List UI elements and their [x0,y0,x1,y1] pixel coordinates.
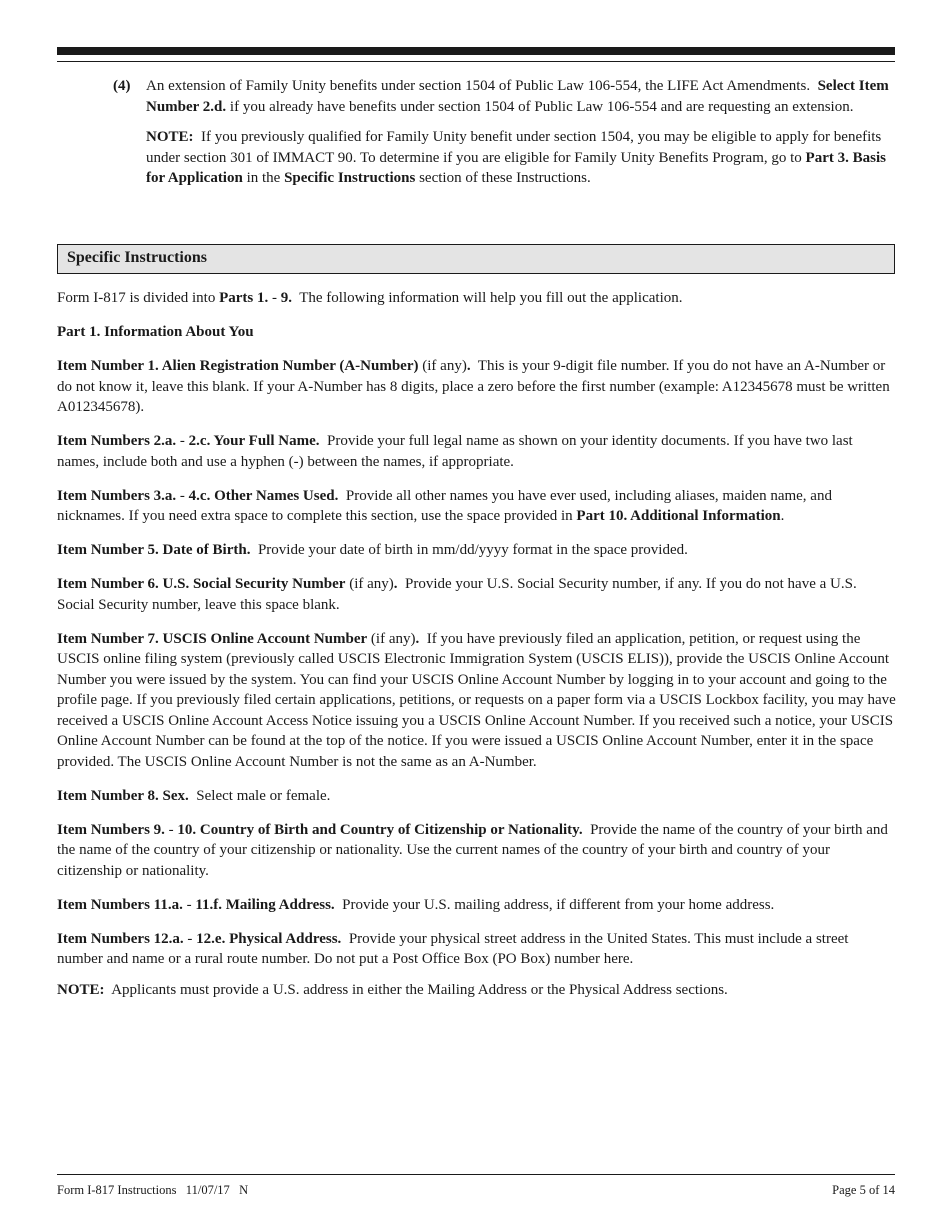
item-6-paragraph [57,574,897,615]
item-7-text: If you have previously filed an application, petition, or request using the USCIS online filing system (previously called USCIS Electronic Immigration System (USCIS ELIS)), provide the USCIS Online Account Number you were issued by the system. You can find your USCIS Online Account Number by logging in to your account and going to the profile page. If you previously filed certain applications, petitions, or requests on a paper form via a USCIS Lockbox facility, you may have received a USCIS Online Account Access Notice issuing you a USCIS Online Account Number. If you received such a notice, your USCIS Online Account Number can be found at the top of the notice. If you were issued a USCIS Online Account Number, enter it in the space provided. The USCIS Online Account Number is not the same as an A-Number. [57,630,896,770]
intro-dash: - [271,290,277,306]
final-note-text: Applicants must provide a U.S. address in either the Mailing Address or the Physical Address sections. [111,981,728,998]
item-8-paragraph [57,786,897,807]
item-4-text [146,76,895,117]
item-12-label-b: 12.e. Physical Address. [196,930,342,947]
item-12-label-a: Item Numbers 12.a. [57,930,184,947]
item-6-dot: . [393,576,398,592]
item-7-label: Item Number 7. USCIS Online Account Number [57,630,368,647]
part1-heading [57,322,897,343]
item-2-paragraph [57,431,897,472]
item-7-dot: . [415,630,420,647]
item-11-dash: - [186,896,192,913]
item-1-suffix: (if any) [422,358,467,374]
item-1-text: This is your 9-digit file number. If you do not have an A-Number or do not know it, leave this blank. If your A-Number has 8 digits, place a zero before the first number (example: A12345678 must be written A012345678). [57,358,890,415]
section-header-bar [57,244,895,274]
item-12-dash: - [187,930,193,947]
item-4-text-c: if you already have benefits under section 1504 of Public Law 106-554 and are requesting an extension. [229,98,854,115]
note-bold-part3: Part 3. Basis for Application [146,149,886,186]
item-7-paragraph [57,629,897,773]
header-thin-rule [57,61,895,62]
item-9-dash: - [168,821,174,838]
list-item-4 [113,76,895,189]
part1-heading-text: Part 1. Information About You [57,324,254,340]
intro-parts-end: 9. [280,290,292,306]
item-1-paragraph [57,356,897,418]
intro-text-a: Form I-817 is divided into [57,290,216,306]
note-bold-specific: Specific Instructions [284,170,416,186]
item-2-label-a: Item Numbers 2.a. [57,433,177,449]
item-3-part10-ref: Part 10. Additional Information [576,508,781,524]
note-text-c: section of these Instructions. [419,170,591,186]
item-2-dash: - [179,433,185,449]
intro-text-c: The following information will help you fill out the application. [299,290,683,306]
item-9-label-b: 10. Country of Birth and Country of Citizenship or Nationality. [177,821,583,838]
item-5-text: Provide your date of birth in mm/dd/yyyy format in the space provided. [257,542,688,558]
final-note-label: NOTE: [57,981,105,998]
item-9-paragraph [57,820,897,882]
item-3-label-b: 4.c. Other Names Used. [188,487,339,504]
instructions-body [57,288,897,1014]
item-4-select-ref: Select Item Number 2.d. [146,78,889,115]
item-3-label-a: Item Numbers 3.a. [57,487,177,504]
item-11-label-b: 11.f. Mailing Address. [195,896,335,913]
note-label: NOTE: [146,129,194,145]
item-6-label: Item Number 6. U.S. Social Security Number [57,576,346,592]
item-9-text: Provide the name of the country of your birth and the name of the country of your citizenship or nationality. Use the current names of the country of your birth and country of your citizenship or nationality. [57,821,888,879]
intro-parts-start: Parts 1. [219,290,269,306]
item-3-text: Provide all other names you have ever used, including aliases, maiden name, and nicknames. If you need extra space to complete this section, use the space provided in [57,487,832,524]
item-1-dot: . [466,358,471,374]
item-2-text: Provide your full legal name as shown on your identity documents. If you have two last names, include both and use a hyphen (-) between the names, if appropriate. [57,433,853,470]
footer-form-id: Form I-817 Instructions 11/07/17 N [57,1183,249,1197]
item-12-paragraph [57,929,897,970]
note-text-b: in the [246,170,281,186]
header-thick-rule [57,47,895,55]
document-page [57,0,895,1230]
intro-paragraph [57,288,897,309]
item-7-suffix: (if any) [370,630,416,647]
item-4-text-a: An extension of Family Unity benefits under section 1504 of Public Law 106-554, the LIFE Act Amendments. [146,78,811,94]
item-4-note [146,127,895,189]
item-12-text: Provide your physical street address in the United States. This must include a street number and name or a rural route number. Do not put a Post Office Box (PO Box) number here. [57,930,849,967]
item-5-label: Item Number 5. Date of Birth. [57,542,251,558]
item-1-label: Item Number 1. Alien Registration Number (A-Number) [57,358,419,374]
item-6-text: Provide your U.S. Social Security number, if any. If you do not have a U.S. Social Security number, leave this space blank. [57,576,857,613]
item-number: (4) [113,78,131,94]
item-3-dash: - [179,487,185,504]
item-11-label-a: Item Numbers 11.a. [57,896,183,913]
item-2-label-b: 2.c. Your Full Name. [188,433,320,449]
item-8-label: Item Number 8. Sex. [57,787,189,804]
note-text-a: If you previously qualified for Family Unity benefit under section 1504, you may be eligible to apply for benefits under section 301 of IMMACT 90. To determine if you are eligible for Family Unity Benefits Program, go to [146,129,882,166]
final-note-paragraph [57,980,897,1001]
item-6-suffix: (if any) [349,576,394,592]
footer-rule [57,1174,895,1175]
item-8-text: Select male or female. [196,787,331,804]
section-title: Specific Instructions [67,249,207,266]
footer-page-number: Page 5 of 14 [832,1183,895,1197]
item-9-label-a: Item Numbers 9. [57,821,165,838]
item-5-paragraph [57,540,897,561]
item-3-paragraph [57,486,897,527]
item-11-text: Provide your U.S. mailing address, if different from your home address. [342,896,775,913]
item-3-end: . [780,508,785,524]
item-11-paragraph [57,895,897,916]
